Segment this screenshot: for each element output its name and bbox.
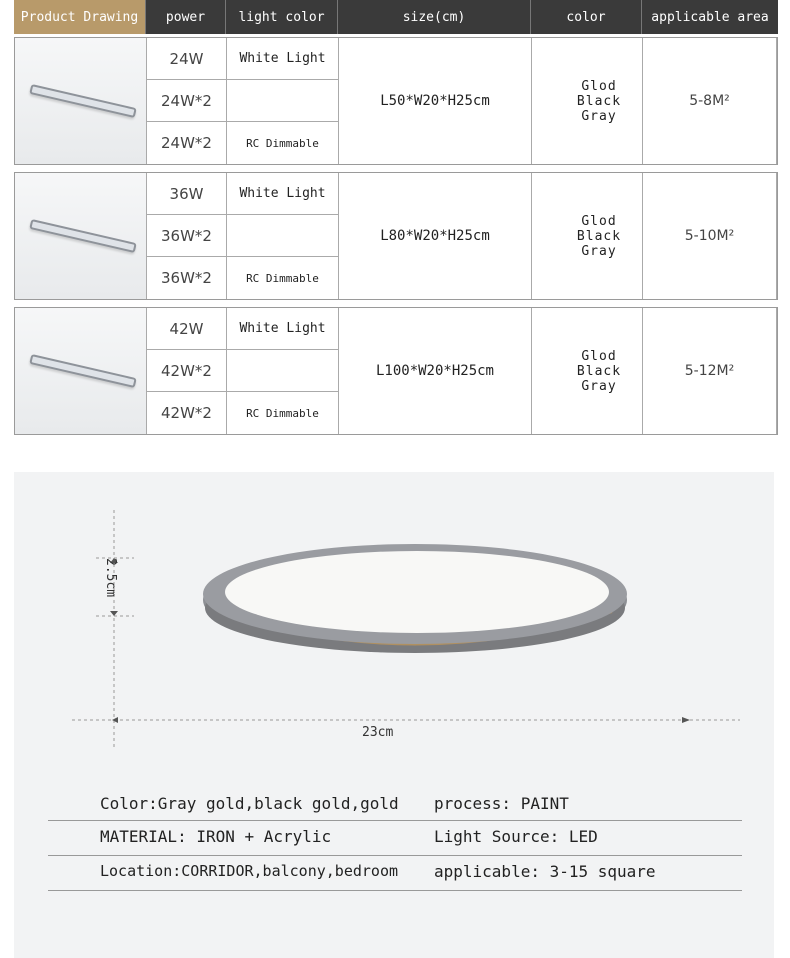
size-cell: L100*W20*H25cm (339, 308, 532, 434)
header-applicable-area: applicable area (642, 0, 778, 34)
size-cell: L80*W20*H25cm (339, 173, 532, 299)
divider (48, 820, 742, 821)
power-cell: 36W*2 (147, 215, 227, 257)
area-cell: 5-8M² (643, 38, 777, 164)
spec-location: Location:CORRIDOR,balcony,bedroom (100, 862, 399, 880)
header-product-drawing: Product Drawing (14, 0, 146, 34)
header-color: color (531, 0, 642, 34)
color-option: Gray (581, 108, 617, 124)
product-row (14, 172, 778, 300)
color-cell (532, 173, 643, 299)
divider (48, 890, 742, 891)
spec-light-source: Light Source: LED (434, 827, 598, 846)
divider (48, 855, 742, 856)
color-option: Black (576, 228, 622, 244)
power-cell: 42W*2 (147, 350, 227, 392)
arrow-down-icon (110, 611, 118, 616)
spec-color: Color:Gray gold,black gold,gold (100, 794, 399, 813)
product-image (15, 173, 147, 299)
light-color-cell: White Light (227, 308, 339, 350)
header-light-color: light color (226, 0, 338, 34)
color-option: Glod (581, 78, 617, 94)
arrow-left-icon (112, 717, 118, 723)
height-dimension-label: 2.5cm (103, 558, 118, 598)
diameter-dimension-label: 23cm (362, 725, 394, 740)
header-size: size(cm) (338, 0, 531, 34)
light-color-cell: RC Dimmable (227, 392, 339, 434)
power-cell: 36W (147, 173, 227, 215)
light-color-cell (227, 215, 339, 257)
light-color-cell (227, 80, 339, 122)
light-color-cell: RC Dimmable (227, 122, 339, 164)
power-cell: 42W (147, 308, 227, 350)
light-color-cell: RC Dimmable (227, 257, 339, 299)
color-option: Gray (581, 243, 617, 259)
product-image (15, 308, 147, 434)
color-cell (532, 308, 643, 434)
power-cell: 42W*2 (147, 392, 227, 434)
linear-lamp-icon (29, 354, 136, 388)
power-cell: 36W*2 (147, 257, 227, 299)
area-cell: 5-10M² (643, 173, 777, 299)
lamp-diffuser (225, 551, 609, 633)
light-color-cell: White Light (227, 38, 339, 80)
spec-applicable: applicable: 3-15 square (434, 862, 656, 881)
power-cell: 24W*2 (147, 80, 227, 122)
product-row (14, 37, 778, 165)
dimension-panel (14, 472, 774, 958)
color-option: Glod (581, 348, 617, 364)
ceiling-lamp-drawing (14, 472, 774, 958)
linear-lamp-icon (29, 84, 136, 118)
light-color-cell: White Light (227, 173, 339, 215)
color-option: Gray (581, 378, 617, 394)
light-color-cell (227, 350, 339, 392)
color-option: Black (576, 363, 622, 379)
area-cell: 5-12M² (643, 308, 777, 434)
product-image (15, 38, 147, 164)
table-header (14, 0, 778, 34)
power-cell: 24W (147, 38, 227, 80)
product-row (14, 307, 778, 435)
spec-process: process: PAINT (434, 794, 569, 813)
header-power: power (146, 0, 226, 34)
spec-material: MATERIAL: IRON + Acrylic (100, 827, 332, 846)
size-cell: L50*W20*H25cm (339, 38, 532, 164)
color-option: Black (576, 93, 622, 109)
linear-lamp-icon (29, 219, 136, 253)
arrow-right-icon (682, 717, 690, 723)
power-cell: 24W*2 (147, 122, 227, 164)
color-cell (532, 38, 643, 164)
color-option: Glod (581, 213, 617, 229)
